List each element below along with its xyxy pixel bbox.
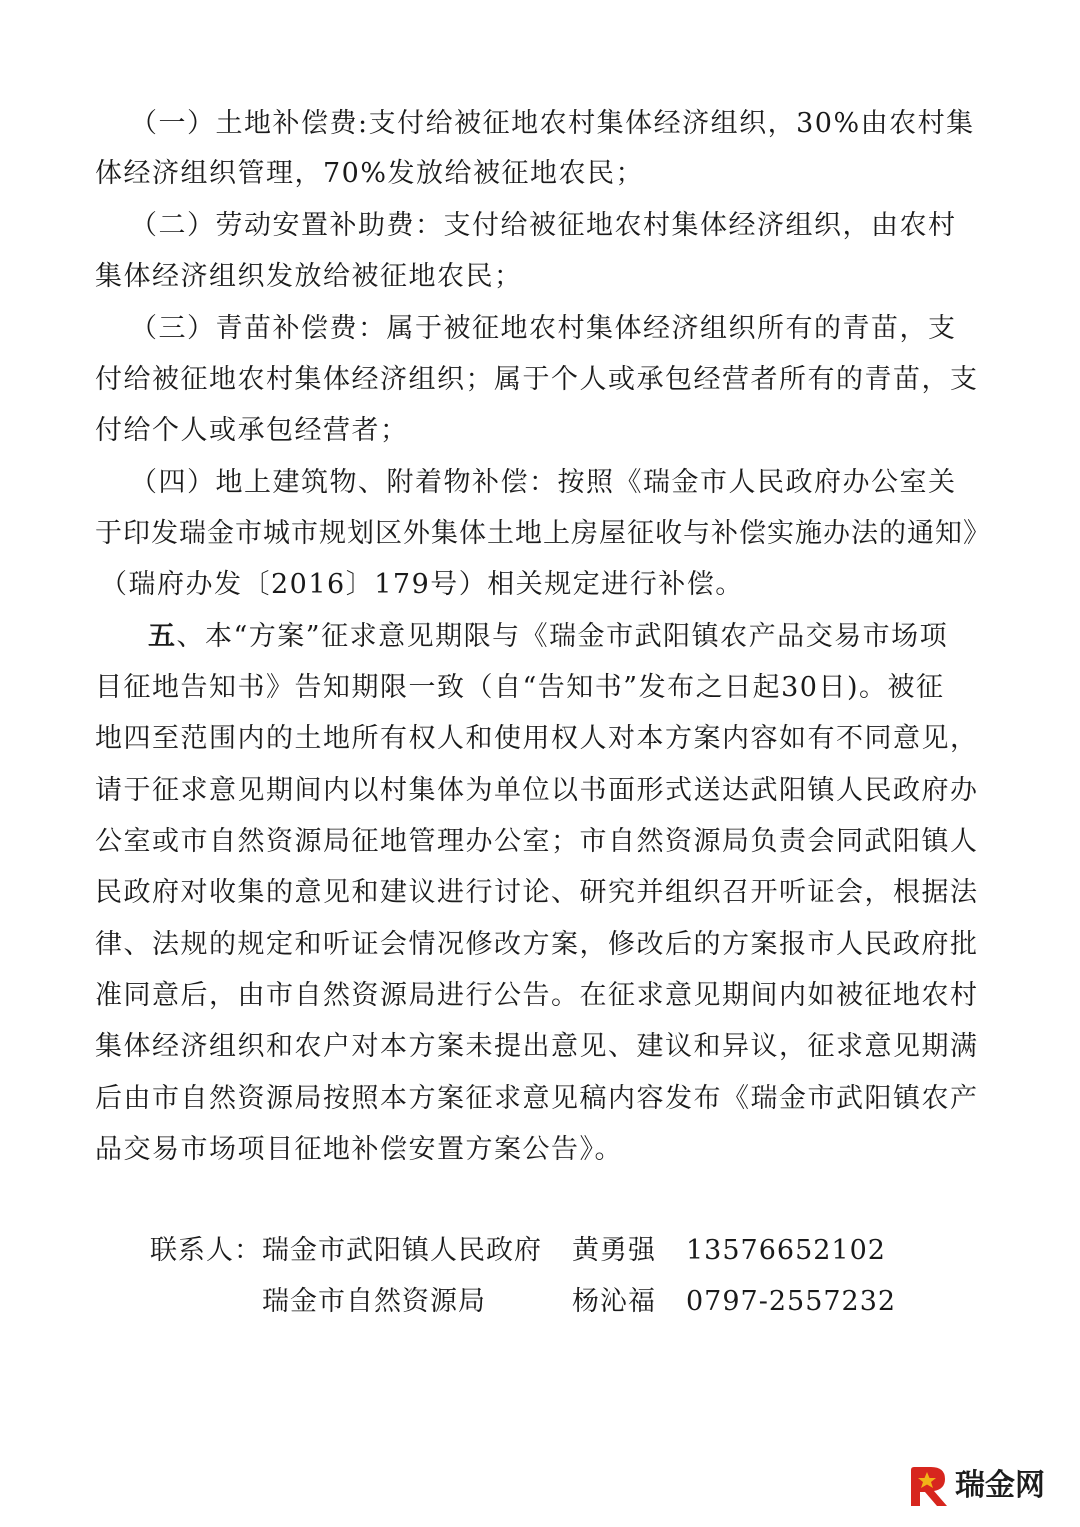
para-3-line-3: 付给个人或承包经营者； <box>95 415 409 446</box>
section-5-line-8: 准同意后，由市自然资源局进行公告。在征求意见期间内如被征地农村 <box>95 980 979 1011</box>
section-5-line-11: 品交易市场项目征地补偿安置方案公告》。 <box>95 1134 623 1165</box>
contact-label: 联系人： <box>150 1235 262 1266</box>
section-5-line-10: 后由市自然资源局按照本方案征求意见稿内容发布《瑞金市武阳镇农产 <box>95 1083 979 1114</box>
para-3-line-1: （三）青苗补偿费：属于被征地农村集体经济组织所有的青苗，支 <box>130 313 957 344</box>
ruijin-logo-icon <box>905 1464 951 1508</box>
para-2-line-2: 集体经济组织发放给被征地农民； <box>95 261 523 292</box>
contact-org-2: 瑞金市自然资源局 <box>262 1286 486 1317</box>
section-5-line-1-text: 、本“方案”征求意见期限与《瑞金市武阳镇农产品交易市场项 <box>176 621 949 652</box>
contact-phone-2: 0797-2557232 <box>686 1286 897 1317</box>
para-4-line-1: （四）地上建筑物、附着物补偿：按照《瑞金市人民政府办公室关 <box>130 467 957 498</box>
section-5-line-9: 集体经济组织和农户对本方案未提出意见、建议和异议，征求意见期满 <box>95 1031 979 1062</box>
section-5-line-1 <box>148 619 948 655</box>
para-1-line-2: 体经济组织管理，70%发放给被征地农民； <box>95 158 645 189</box>
watermark-text: 瑞金网 <box>955 1468 1045 1503</box>
section-5-line-6: 民政府对收集的意见和建议进行讨论、研究并组织召开听证会，根据法 <box>95 877 979 908</box>
section-5-number: 五 <box>148 621 177 652</box>
section-5-line-7: 律、法规的规定和听证会情况修改方案，修改后的方案报市人民政府批 <box>95 929 979 960</box>
section-5-line-4: 请于征求意见期间内以村集体为单位以书面形式送达武阳镇人民政府办 <box>95 775 979 806</box>
para-3-line-2: 付给被征地农村集体经济组织；属于个人或承包经营者所有的青苗，支 <box>95 364 979 395</box>
site-watermark <box>905 1462 1065 1510</box>
para-4-line-2: 于印发瑞金市城市规划区外集体土地上房屋征收与补偿实施办法的通知》 <box>95 518 991 549</box>
contact-name-2: 杨沁福 <box>572 1286 656 1317</box>
section-5-line-5: 公室或市自然资源局征地管理办公室；市自然资源局负责会同武阳镇人 <box>95 826 979 857</box>
contact-org-1: 瑞金市武阳镇人民政府 <box>262 1235 542 1266</box>
para-2-line-1: （二）劳动安置补助费：支付给被征地农村集体经济组织，由农村 <box>130 210 957 241</box>
section-5-line-3: 地四至范围内的土地所有权人和使用权人对本方案内容如有不同意见， <box>95 723 979 754</box>
section-5-line-2: 目征地告知书》告知期限一致（自“告知书”发布之日起30日)。被征 <box>95 672 945 703</box>
contact-phone-1: 13576652102 <box>686 1235 886 1266</box>
para-4-line-3: （瑞府办发〔2016〕179号）相关规定进行补偿。 <box>100 569 744 600</box>
contact-name-1: 黄勇强 <box>572 1235 656 1266</box>
para-1-line-1: （一）土地补偿费:支付给被征地农村集体经济组织，30%由农村集 <box>130 108 975 139</box>
